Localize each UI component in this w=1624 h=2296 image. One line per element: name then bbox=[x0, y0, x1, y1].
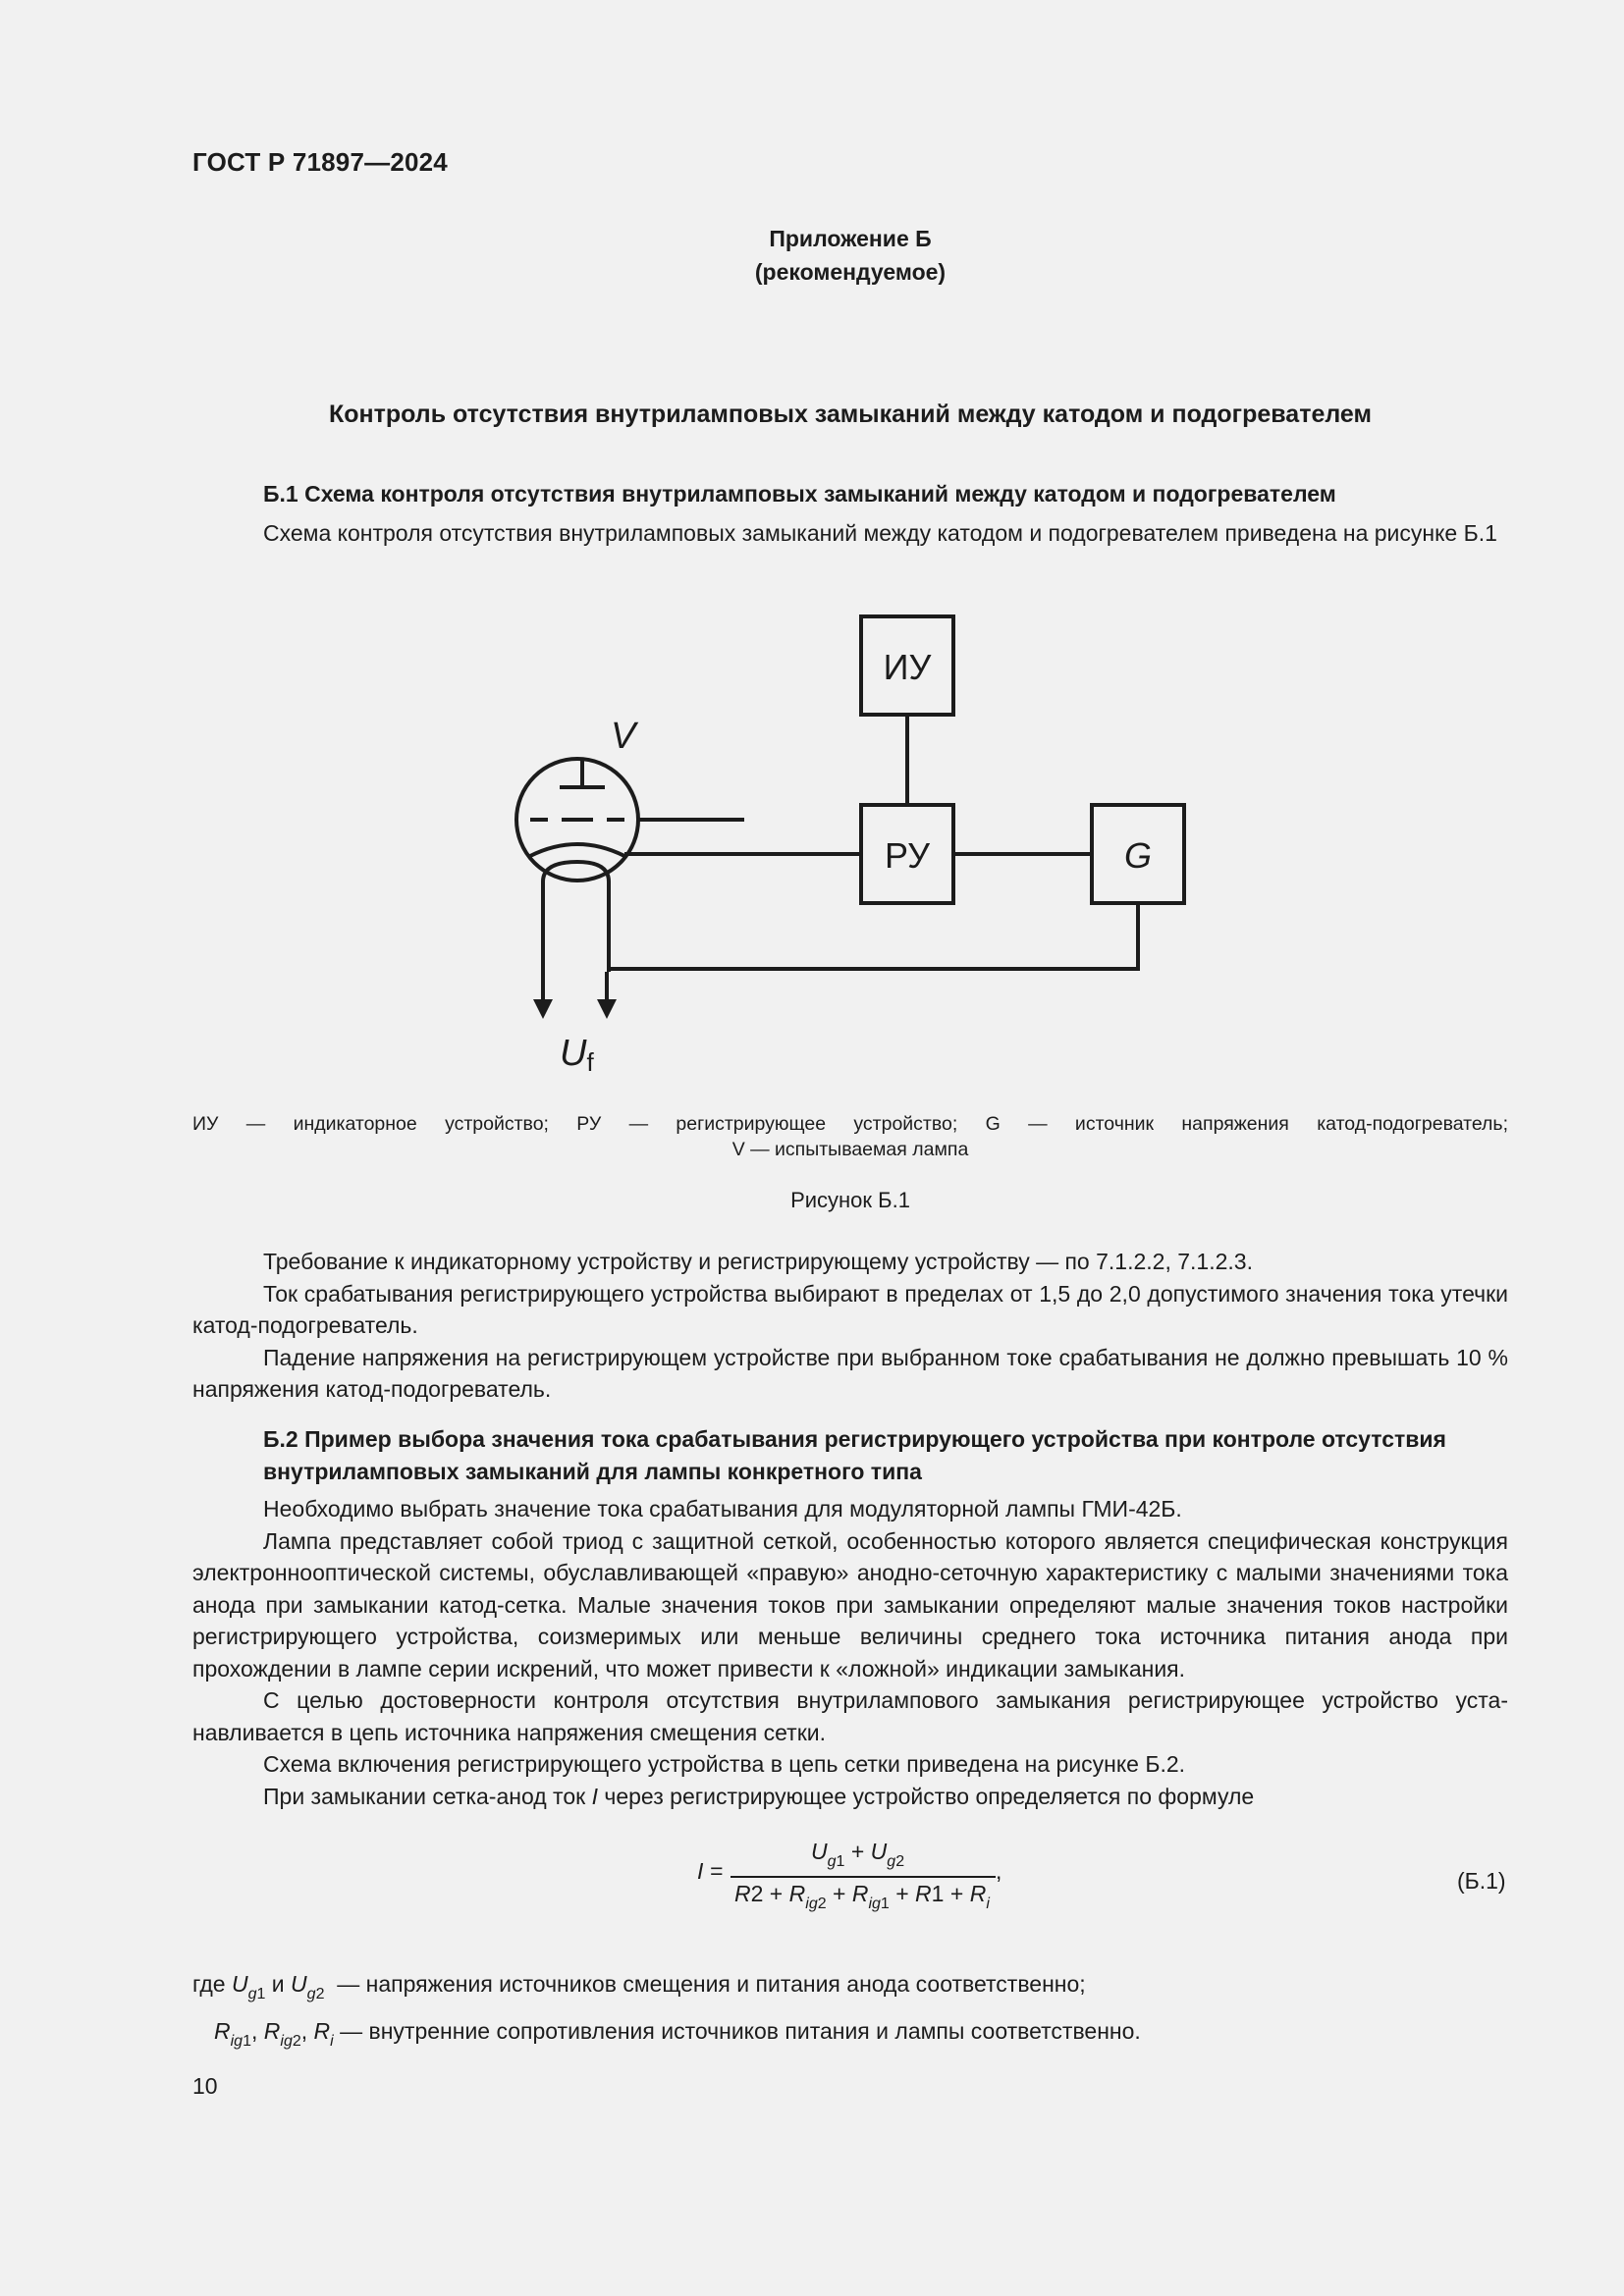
paragraph: Схема включения регистрирующего устройства в цепь сетки приведена на рисунке Б.2. bbox=[263, 1751, 1186, 1777]
section-b1-body bbox=[192, 517, 1508, 550]
ru-label: РУ bbox=[884, 835, 931, 876]
formula-denominator: $R2 + R_{ig2} + R_{ig1} + R1 + R_i$ bbox=[734, 1881, 990, 1912]
paragraph: Требование к индикаторному устройству и регистрирующему устройству — по 7.1.2.2, 7.1.2.3. bbox=[263, 1249, 1253, 1274]
iu-label: ИУ bbox=[883, 647, 932, 687]
paragraph: Лампа представляет собой триод с защитной сеткой, особенностью которого является специфическая конструкция электроннооптической системы, обуславливающей «правую» анодно-сеточную характеристику с малыми значениями тока анода при замыкании катод-сетка. Малые значения токов при замыкании определяют малые значения токов настройки регистрирующего устройства, соизмеримых или меньше величины среднего тока источника питания анода при прохождении в лампе серии искрений, что может привести к «ложной» индикации замыкания. bbox=[192, 1527, 1508, 1682]
figure-caption: Рисунок Б.1 bbox=[790, 1188, 910, 1212]
circuit-diagram bbox=[491, 599, 1218, 1080]
where-line-1: где $U_{g1}$ и $U_{g2}$ — напряжения источников смещения и питания анода соответственно; bbox=[192, 1971, 1086, 2002]
uf-label: Uf bbox=[560, 1033, 594, 1077]
appendix-title: Контроль отсутствия внутриламповых замыканий между катодом и подогревателем bbox=[329, 400, 1372, 428]
post-figure-text bbox=[192, 1246, 1508, 1406]
page-number: 10 bbox=[192, 2073, 218, 2099]
appendix-status: (рекомендуемое) bbox=[754, 259, 947, 285]
paragraph: Схема контроля отсутствия внутриламповых замыканий между катодом и подогревателем приведена на рисунке Б.1 bbox=[263, 520, 1497, 546]
section-b2-heading: Б.2 Пример выбора значения тока срабатывания регистрирующего устройства при контроле отсутствия внутриламповых замыканий для лампы конкретного типа bbox=[263, 1426, 1446, 1484]
section-b1-heading: Б.1 Схема контроля отсутствия внутриламповых замыканий между катодом и подогревателем bbox=[263, 481, 1336, 507]
formula-numerator: $U_{g1} + U_{g2}$ bbox=[811, 1839, 905, 1870]
fraction-bar bbox=[731, 1876, 996, 1878]
paragraph: При замыкании сетка-анод ток I через регистрирующее устройство определяется по формуле bbox=[263, 1783, 1255, 1809]
formula-lhs: I = bbox=[697, 1858, 724, 1884]
paragraph: С целью достоверности контроля отсутствия внутрилампового замыкания регистрирующее устройство устанавливается в цепь источника напряжения смещения сетки. bbox=[192, 1687, 1508, 1745]
appendix-label: Приложение Б bbox=[769, 226, 932, 251]
paragraph: Падение напряжения на регистрирующем устройстве при выбранном токе срабатывания не должно превышать 10 % напряжения катод-подогреватель. bbox=[192, 1344, 1508, 1402]
figure-legend-line2: V — испытываемая лампа bbox=[731, 1139, 969, 1160]
g-label: G bbox=[1123, 835, 1153, 876]
section-b2-body bbox=[192, 1493, 1508, 1812]
formula-number: (Б.1) bbox=[1457, 1868, 1506, 1894]
document-header: ГОСТ Р 71897—2024 bbox=[192, 147, 448, 177]
paragraph: Необходимо выбрать значение тока срабатывания для модуляторной лампы ГМИ-42Б. bbox=[263, 1496, 1182, 1522]
lamp-label: V bbox=[611, 716, 636, 757]
paragraph: Ток срабатывания регистрирующего устройства выбирают в пределах от 1,5 до 2,0 допустимого значения тока утечки катод-подогреватель. bbox=[192, 1280, 1508, 1338]
formula-comma: , bbox=[996, 1858, 1002, 1884]
where-line-2: $R_{ig1}$, $R_{ig2}$, $R_i$ — внутренние сопротивления источников питания и лампы соответственно. bbox=[214, 2018, 1141, 2050]
figure-legend: ИУ — индикаторное устройство; РУ — регистрирующее устройство; G — источник напряжения катод-подогреватель; bbox=[192, 1113, 1508, 1135]
